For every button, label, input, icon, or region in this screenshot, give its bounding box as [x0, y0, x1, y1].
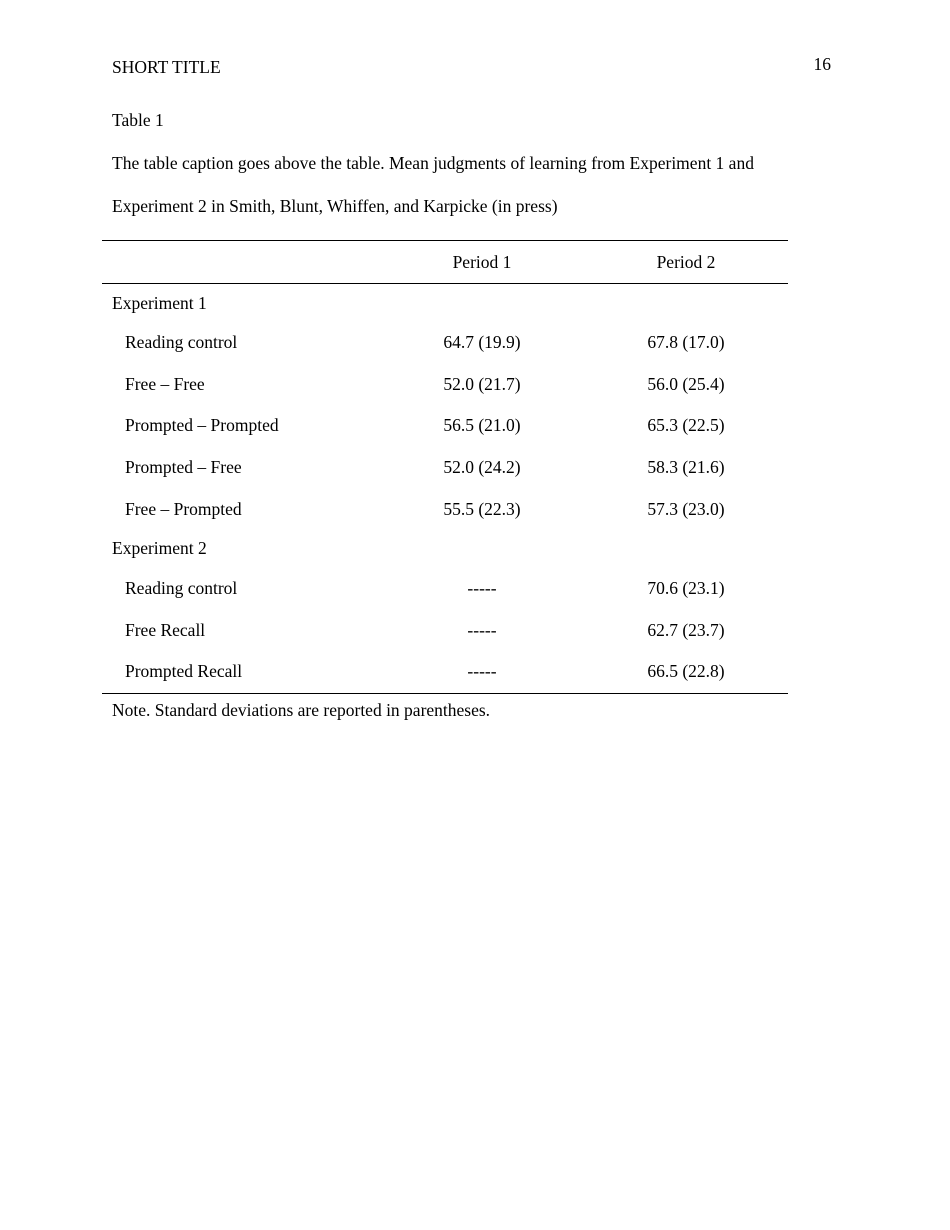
period-2-value: 56.0 (25.4) — [647, 373, 725, 394]
period-1-value: 52.0 (24.2) — [443, 457, 521, 478]
table-body — [102, 284, 788, 694]
row-label: Prompted Recall — [125, 661, 243, 682]
period-2-value: 57.3 (23.0) — [647, 498, 725, 519]
period-1-value: ----- — [467, 578, 497, 599]
period-1-value: 56.5 (21.0) — [443, 415, 521, 436]
table-label: Table 1 — [112, 110, 164, 130]
table-row — [102, 364, 788, 406]
period-2-value: 62.7 (23.7) — [647, 619, 725, 640]
period-2-value: 70.6 (23.1) — [647, 578, 725, 599]
header-row — [102, 241, 788, 284]
page-number: 16 — [813, 54, 831, 74]
row-label: Free – Prompted — [125, 498, 242, 519]
period-1-value: 64.7 (19.9) — [443, 332, 521, 353]
row-label: Reading control — [125, 578, 238, 599]
column-header-period-1: Period 1 — [380, 241, 584, 284]
table-row — [102, 447, 788, 489]
column-header-period-2: Period 2 — [584, 241, 788, 284]
period-2-value: 58.3 (21.6) — [647, 457, 725, 478]
table-row — [102, 405, 788, 447]
table-row — [102, 322, 788, 364]
column-header-label — [102, 241, 380, 284]
row-label: Free – Free — [125, 373, 205, 394]
table-row — [102, 568, 788, 610]
results-table — [102, 240, 788, 694]
table-header — [102, 241, 788, 284]
group-row — [102, 284, 788, 323]
group-label-experiment-1: Experiment 1 — [112, 292, 207, 313]
row-label: Prompted – Prompted — [125, 415, 279, 436]
period-1-value: ----- — [467, 661, 497, 682]
table-row — [102, 651, 788, 693]
period-1-value: 55.5 (22.3) — [443, 498, 521, 519]
period-1-value: 52.0 (21.7) — [443, 373, 521, 394]
table-caption: The table caption goes above the table. Mean judgments of learning from Experiment 1 and Experiment 2 in Smith, Blunt, Whiffen, and Karpicke (in press) — [112, 153, 754, 216]
period-2-value: 67.8 (17.0) — [647, 332, 725, 353]
row-label: Free Recall — [125, 619, 206, 640]
table-note: Note. Standard deviations are reported in parentheses. — [112, 700, 491, 720]
running-head: SHORT TITLE — [112, 57, 221, 77]
period-1-value: ----- — [467, 619, 497, 640]
table-row — [102, 488, 788, 530]
table-row — [102, 610, 788, 652]
group-row — [102, 530, 788, 568]
row-label: Reading control — [125, 332, 238, 353]
row-label: Prompted – Free — [125, 457, 242, 478]
period-2-value: 66.5 (22.8) — [647, 661, 725, 682]
group-label-experiment-2: Experiment 2 — [112, 538, 207, 559]
period-2-value: 65.3 (22.5) — [647, 415, 725, 436]
